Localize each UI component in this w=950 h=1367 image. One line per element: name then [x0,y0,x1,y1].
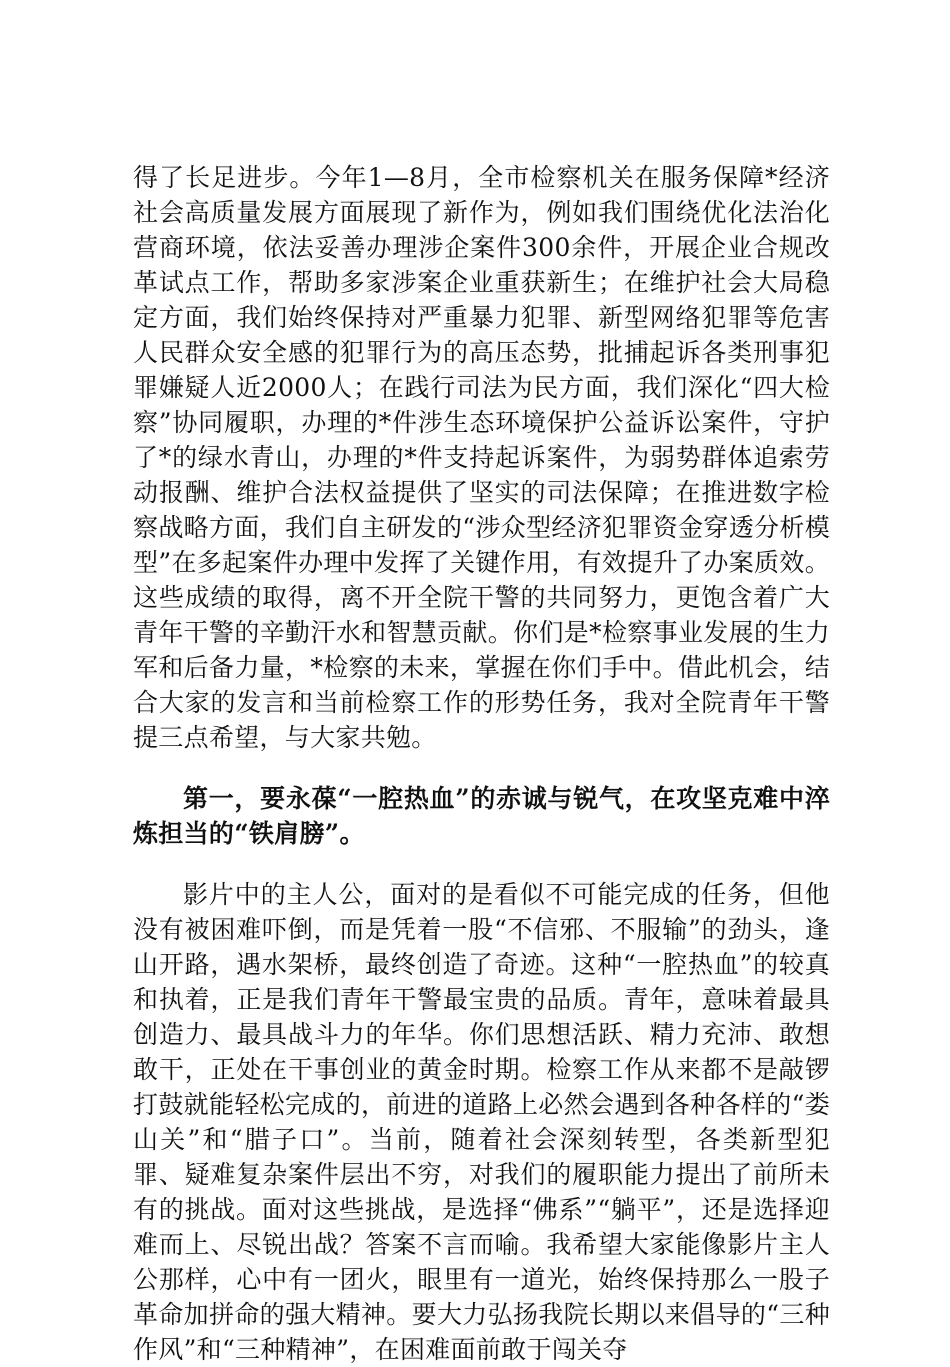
body-paragraph-2: 影片中的主人公，面对的是看似不可能完成的任务，但他没有被困难吓倒，而是凭着一股“不信邪、不服输”的劲头，逢山开路，遇水架桥，最终创造了奇迹。这种“一腔热血”的较真和执着，正是我们青年干警最宝贵的品质。青年，意味着最具创造力、最具战斗力的年华。你们思想活跃、精力充沛、敢想敢干，正处在干事创业的黄金时期。检察工作从来都不是敲锣打鼓就能轻松完成的，前进的道路上必然会遇到各种各样的“娄山关”和“腊子口”。当前，随着社会深刻转型，各类新型犯罪、疑难复杂案件层出不穷，对我们的履职能力提出了前所未有的挑战。面对这些挑战，是选择“佛系”“躺平”，还是选择迎难而上、尽锐出战？答案不言而喻。我希望大家能像影片主人公那样，心中有一团火，眼里有一道光，始终保持那么一股子革命加拼命的强大精神。要大力弘扬我院长期以来倡导的“三种作风”和“三种精神”，在困难面前敢于闯关夺 [133,880,830,1364]
section-heading-1: 第一，要永葆“一腔热血”的赤诚与锐气，在攻坚克难中淬炼担当的“铁肩膀”。 [133,784,830,848]
body-paragraph-1: 得了长足进步。今年1—8月，全市检察机关在服务保障*经济社会高质量发展方面展现了新作为，例如我们围绕优化法治化营商环境，依法妥善办理涉企案件300余件，开展企业合规改革试点工作，帮助多家涉案企业重获新生；在维护社会大局稳定方面，我们始终保持对严重暴力犯罪、新型网络犯罪等危害人民群众安全感的犯罪行为的高压态势，批捕起诉各类刑事犯罪嫌疑人近2000人；在践行司法为民方面，我们深化“四大检察”协同履职，办理的*件涉生态环境保护公益诉讼案件，守护了*的绿水青山，办理的*件支持起诉案件，为弱势群体追索劳动报酬、维护合法权益提供了坚实的司法保障；在推进数字检察战略方面，我们自主研发的“涉众型经济犯罪资金穿透分析模型”在多起案件办理中发挥了关键作用，有效提升了办案质效。这些成绩的取得，离不开全院干警的共同努力，更饱含着广大青年干警的辛勤汗水和智慧贡献。你们是*检察事业发展的生力军和后备力量，*检察的未来，掌握在你们手中。借此机会，结合大家的发言和当前检察工作的形势任务，我对全院青年干警提三点希望，与大家共勉。 [133,163,830,752]
document-page [133,160,830,1367]
